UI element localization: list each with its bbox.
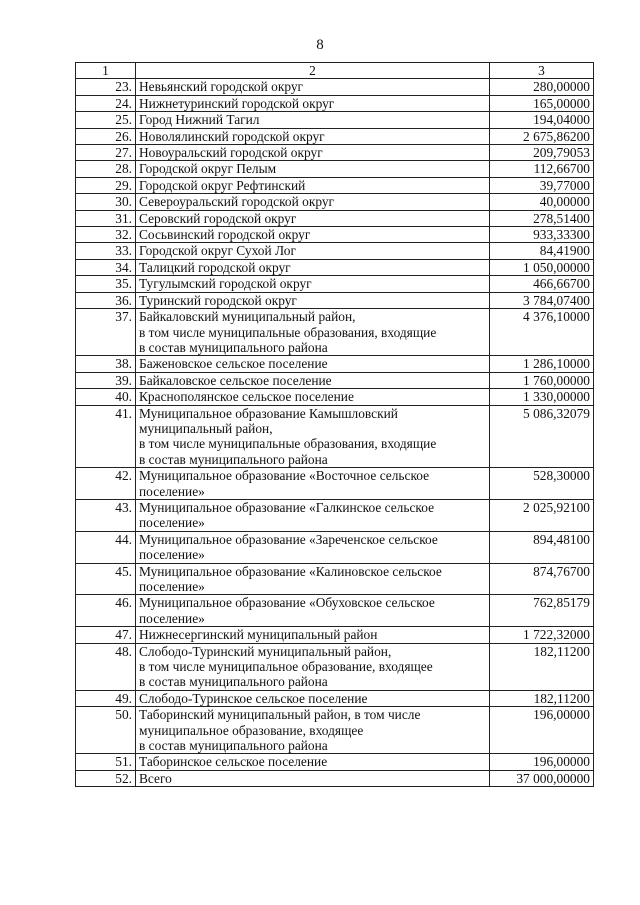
amount-value: 209,79053 bbox=[490, 145, 594, 161]
amount-value: 194,04000 bbox=[490, 112, 594, 128]
table-row bbox=[76, 754, 594, 770]
amount-value: 762,85179 bbox=[490, 595, 594, 627]
row-number: 50. bbox=[76, 707, 136, 754]
table-row bbox=[76, 95, 594, 111]
municipality-name: Всего bbox=[136, 770, 490, 786]
row-number: 32. bbox=[76, 227, 136, 243]
amount-value: 278,51400 bbox=[490, 210, 594, 226]
column-number-row bbox=[76, 63, 594, 79]
row-number: 24. bbox=[76, 95, 136, 111]
row-number: 35. bbox=[76, 276, 136, 292]
table-row bbox=[76, 770, 594, 786]
amount-value: 40,00000 bbox=[490, 194, 594, 210]
row-number: 42. bbox=[76, 468, 136, 500]
table-row bbox=[76, 627, 594, 643]
table-row bbox=[76, 372, 594, 388]
amount-value: 5 086,32079 bbox=[490, 405, 594, 468]
amount-value: 894,48100 bbox=[490, 531, 594, 563]
row-number: 25. bbox=[76, 112, 136, 128]
municipality-name: Слободо-Туринское сельское поселение bbox=[136, 690, 490, 706]
municipality-name: Муниципальное образование «Галкинское сельское поселение» bbox=[136, 499, 490, 531]
municipality-name: Краснополянское сельское поселение bbox=[136, 389, 490, 405]
table-row bbox=[76, 563, 594, 595]
municipality-name: Туринский городской округ bbox=[136, 292, 490, 308]
table-row bbox=[76, 309, 594, 356]
amount-value: 84,41900 bbox=[490, 243, 594, 259]
amount-value: 874,76700 bbox=[490, 563, 594, 595]
amount-value: 1 722,32000 bbox=[490, 627, 594, 643]
amount-value: 1 286,10000 bbox=[490, 356, 594, 372]
table-body bbox=[76, 63, 594, 787]
amount-value: 2 675,86200 bbox=[490, 128, 594, 144]
table-row bbox=[76, 499, 594, 531]
amount-value: 112,66700 bbox=[490, 161, 594, 177]
amount-value: 39,77000 bbox=[490, 177, 594, 193]
municipality-name: Байкаловский муниципальный район, в том числе муниципальные образования, входящие в состав муниципального района bbox=[136, 309, 490, 356]
row-number: 46. bbox=[76, 595, 136, 627]
amount-value: 165,00000 bbox=[490, 95, 594, 111]
amount-value: 280,00000 bbox=[490, 79, 594, 95]
row-number: 48. bbox=[76, 643, 136, 690]
municipality-name: Баженовское сельское поселение bbox=[136, 356, 490, 372]
row-number: 37. bbox=[76, 309, 136, 356]
table-row bbox=[76, 356, 594, 372]
page-number: 8 bbox=[316, 37, 324, 53]
municipality-name: Городской округ Пелым bbox=[136, 161, 490, 177]
amount-value: 2 025,92100 bbox=[490, 499, 594, 531]
row-number: 47. bbox=[76, 627, 136, 643]
table-row bbox=[76, 177, 594, 193]
row-number: 40. bbox=[76, 389, 136, 405]
municipality-name: Городской округ Рефтинский bbox=[136, 177, 490, 193]
table-row bbox=[76, 259, 594, 275]
row-number: 43. bbox=[76, 499, 136, 531]
column-number-1: 1 bbox=[76, 63, 136, 79]
row-number: 36. bbox=[76, 292, 136, 308]
row-number: 38. bbox=[76, 356, 136, 372]
column-number-3: 3 bbox=[490, 63, 594, 79]
amount-value: 182,11200 bbox=[490, 690, 594, 706]
table-row bbox=[76, 145, 594, 161]
row-number: 52. bbox=[76, 770, 136, 786]
table-row bbox=[76, 243, 594, 259]
amount-value: 1 330,00000 bbox=[490, 389, 594, 405]
row-number: 41. bbox=[76, 405, 136, 468]
amount-value: 3 784,07400 bbox=[490, 292, 594, 308]
municipality-name: Муниципальное образование «Калиновское сельское поселение» bbox=[136, 563, 490, 595]
table-row bbox=[76, 79, 594, 95]
municipality-name: Муниципальное образование «Зареченское сельское поселение» bbox=[136, 531, 490, 563]
table-row bbox=[76, 112, 594, 128]
municipality-name: Таборинский муниципальный район, в том числе муниципальное образование, входящее в состав муниципального района bbox=[136, 707, 490, 754]
municipality-name: Тугулымский городской округ bbox=[136, 276, 490, 292]
municipality-name: Городской округ Сухой Лог bbox=[136, 243, 490, 259]
amount-value: 466,66700 bbox=[490, 276, 594, 292]
amount-value: 196,00000 bbox=[490, 754, 594, 770]
row-number: 26. bbox=[76, 128, 136, 144]
table-row bbox=[76, 707, 594, 754]
amount-value: 37 000,00000 bbox=[490, 770, 594, 786]
amount-value: 196,00000 bbox=[490, 707, 594, 754]
municipality-name: Новолялинский городской округ bbox=[136, 128, 490, 144]
table-row bbox=[76, 194, 594, 210]
municipality-name: Невьянский городской округ bbox=[136, 79, 490, 95]
row-number: 39. bbox=[76, 372, 136, 388]
municipality-name: Сосьвинский городской округ bbox=[136, 227, 490, 243]
municipality-name: Североуральский городской округ bbox=[136, 194, 490, 210]
municipality-name: Муниципальное образование Камышловский муниципальный район, в том числе муниципальные образования, входящие в состав муниципального района bbox=[136, 405, 490, 468]
row-number: 30. bbox=[76, 194, 136, 210]
municipality-name: Муниципальное образование «Обуховское сельское поселение» bbox=[136, 595, 490, 627]
table-row bbox=[76, 643, 594, 690]
amount-value: 1 760,00000 bbox=[490, 372, 594, 388]
row-number: 29. bbox=[76, 177, 136, 193]
amount-value: 1 050,00000 bbox=[490, 259, 594, 275]
table-row bbox=[76, 405, 594, 468]
municipality-name: Слободо-Туринский муниципальный район, в том числе муниципальное образование, входящее в состав муниципального района bbox=[136, 643, 490, 690]
table-row bbox=[76, 690, 594, 706]
row-number: 23. bbox=[76, 79, 136, 95]
row-number: 27. bbox=[76, 145, 136, 161]
municipality-name: Байкаловское сельское поселение bbox=[136, 372, 490, 388]
row-number: 34. bbox=[76, 259, 136, 275]
table-row bbox=[76, 128, 594, 144]
municipality-name: Новоуральский городской округ bbox=[136, 145, 490, 161]
municipality-name: Город Нижний Тагил bbox=[136, 112, 490, 128]
table-row bbox=[76, 210, 594, 226]
amount-value: 182,11200 bbox=[490, 643, 594, 690]
row-number: 44. bbox=[76, 531, 136, 563]
municipality-name: Нижнесергинский муниципальный район bbox=[136, 627, 490, 643]
table-row bbox=[76, 161, 594, 177]
row-number: 45. bbox=[76, 563, 136, 595]
table-row bbox=[76, 595, 594, 627]
amount-value: 4 376,10000 bbox=[490, 309, 594, 356]
table-row bbox=[76, 292, 594, 308]
municipality-name: Таборинское сельское поселение bbox=[136, 754, 490, 770]
row-number: 31. bbox=[76, 210, 136, 226]
row-number: 49. bbox=[76, 690, 136, 706]
amount-value: 528,30000 bbox=[490, 468, 594, 500]
municipality-name: Серовский городской округ bbox=[136, 210, 490, 226]
table-row bbox=[76, 276, 594, 292]
municipality-name: Талицкий городской округ bbox=[136, 259, 490, 275]
table-row bbox=[76, 531, 594, 563]
allocation-table bbox=[75, 62, 594, 787]
amount-value: 933,33300 bbox=[490, 227, 594, 243]
municipality-name: Нижнетуринский городской округ bbox=[136, 95, 490, 111]
municipality-name: Муниципальное образование «Восточное сельское поселение» bbox=[136, 468, 490, 500]
column-number-2: 2 bbox=[136, 63, 490, 79]
table-row bbox=[76, 468, 594, 500]
row-number: 33. bbox=[76, 243, 136, 259]
row-number: 51. bbox=[76, 754, 136, 770]
row-number: 28. bbox=[76, 161, 136, 177]
table-row bbox=[76, 389, 594, 405]
table-row bbox=[76, 227, 594, 243]
